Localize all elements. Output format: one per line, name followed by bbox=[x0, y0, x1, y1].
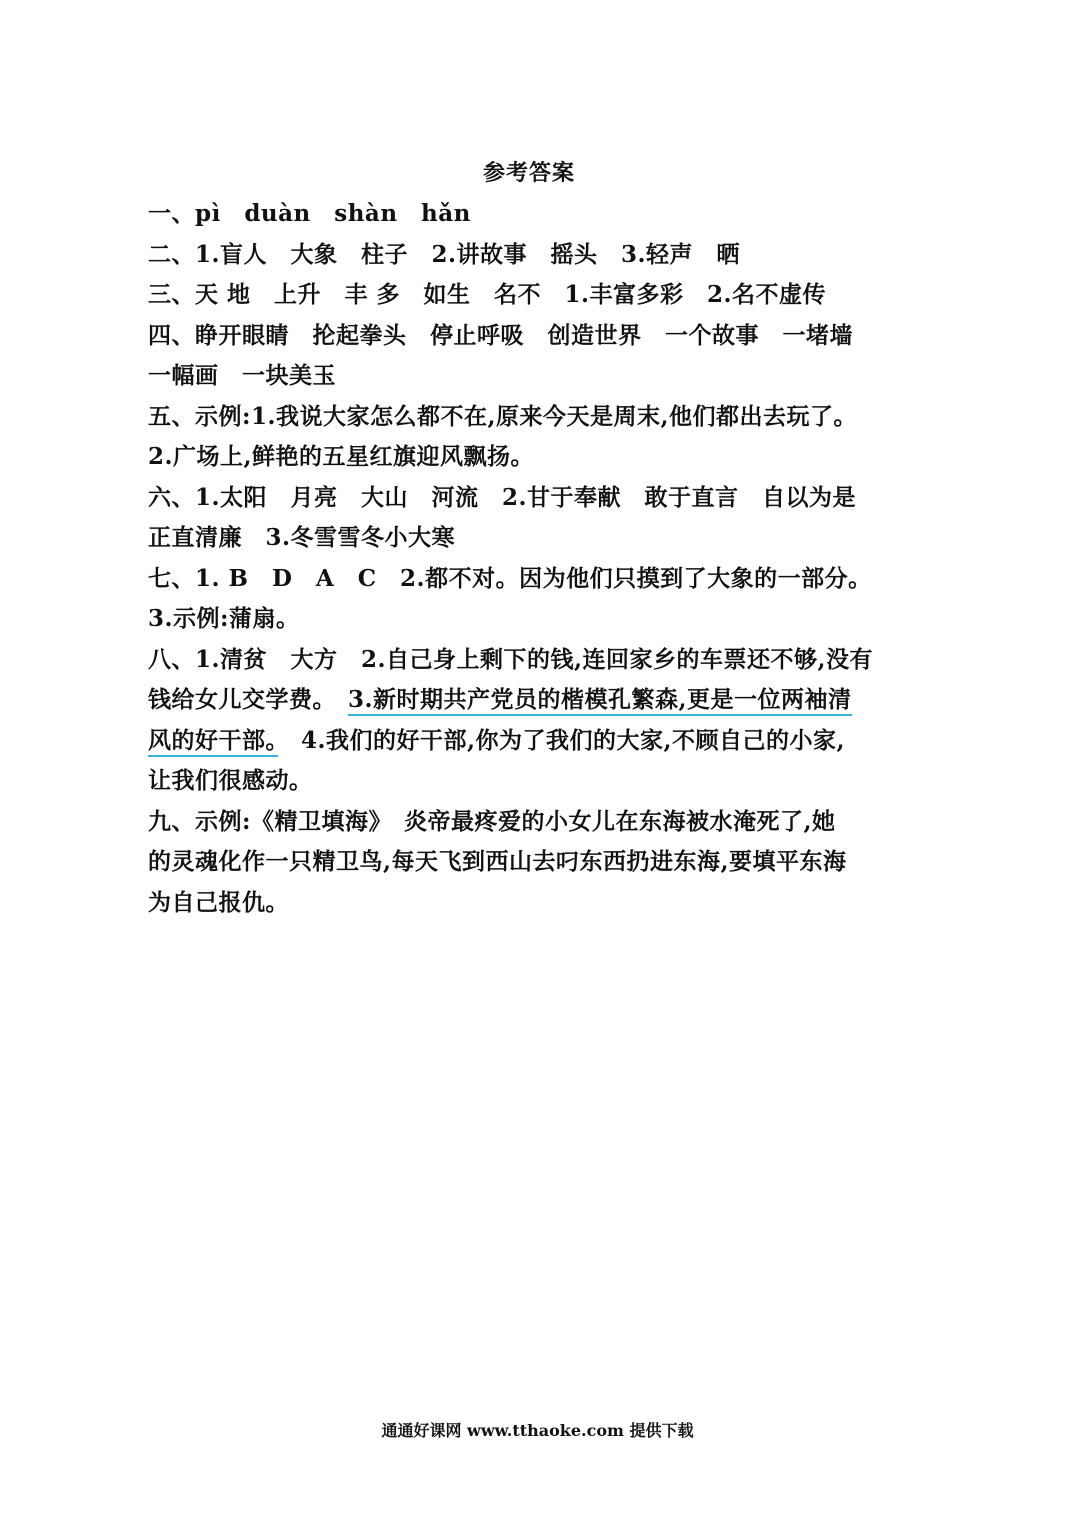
answer-line-18 bbox=[148, 883, 918, 924]
answer-text: 七、1. B D A C 2.都不对。因为他们只摸到了大象的一部分。 bbox=[148, 564, 872, 592]
answer-text: 一、pì duàn shàn hǎn bbox=[148, 200, 471, 227]
answer-text: 3.示例:蒲扇。 bbox=[148, 605, 300, 632]
answer-line-6 bbox=[148, 397, 918, 438]
answer-line-14 bbox=[148, 721, 918, 762]
answer-line-10 bbox=[148, 559, 918, 600]
answer-line-8 bbox=[148, 478, 918, 519]
answer-text: 钱给女儿交学费。 bbox=[148, 686, 348, 713]
answer-line-2 bbox=[148, 235, 918, 276]
answer-text: 二、1.盲人 大象 柱子 2.讲故事 摇头 3.轻声 晒 bbox=[148, 240, 741, 268]
answer-line-3 bbox=[148, 275, 918, 316]
answer-text: 一幅画 一块美玉 bbox=[148, 362, 336, 389]
answer-line-17 bbox=[148, 842, 918, 883]
page-title: 参考答案 bbox=[482, 160, 575, 186]
answer-text: 六、1.太阳 月亮 大山 河流 2.甘于奉献 敢于直言 自以为是 bbox=[148, 483, 857, 511]
answer-body bbox=[148, 194, 918, 923]
answer-line-9 bbox=[148, 518, 918, 559]
answer-line-13 bbox=[148, 680, 918, 721]
answer-text: 五、示例:1.我说大家怎么都不在,原来今天是周末,他们都出去玩了。 bbox=[148, 402, 858, 430]
underlined-answer-text: 3.新时期共产党员的楷模孔繁森,更是一位两袖清 bbox=[348, 686, 852, 716]
answer-text: 三、天 地 上升 丰 多 如生 名不 1.丰富多彩 2.名不虚传 bbox=[148, 281, 827, 308]
answer-text: 4.我们的好干部,你为了我们的大家,不顾自己的小家, bbox=[277, 726, 846, 754]
answer-line-11 bbox=[148, 599, 918, 640]
footer-watermark: 通通好课网 www.tthaoke.com 提供下载 bbox=[381, 1421, 694, 1440]
answer-text: 四、睁开眼睛 抡起拳头 停止呼吸 创造世界 一个故事 一堵墙 bbox=[148, 321, 853, 349]
answer-text: 正直清廉 3.冬雪雪冬小大寒 bbox=[148, 524, 456, 551]
answer-text: 的灵魂化作一只精卫鸟,每天飞到西山去叼东西扔进东海,要填平东海 bbox=[148, 848, 847, 875]
answer-text: 让我们很感动。 bbox=[148, 767, 313, 794]
answer-text: 为自己报仇。 bbox=[148, 888, 289, 916]
answer-text: 八、1.清贫 大方 2.自己身上剩下的钱,连回家乡的车票还不够,没有 bbox=[148, 645, 874, 673]
answer-line-7 bbox=[148, 437, 918, 478]
answer-text: 九、示例:《精卫填海》 炎帝最疼爱的小女儿在东海被水淹死了,她 bbox=[148, 807, 836, 835]
underlined-answer-text: 风的好干部。 bbox=[148, 727, 278, 757]
answer-line-1 bbox=[148, 194, 918, 235]
answer-line-12 bbox=[148, 640, 918, 681]
answer-line-5 bbox=[148, 356, 918, 397]
answer-line-16 bbox=[148, 802, 918, 843]
answer-line-4 bbox=[148, 316, 918, 357]
answer-line-15 bbox=[148, 761, 918, 802]
answer-text: 2.广场上,鲜艳的五星红旗迎风飘扬。 bbox=[148, 443, 535, 470]
